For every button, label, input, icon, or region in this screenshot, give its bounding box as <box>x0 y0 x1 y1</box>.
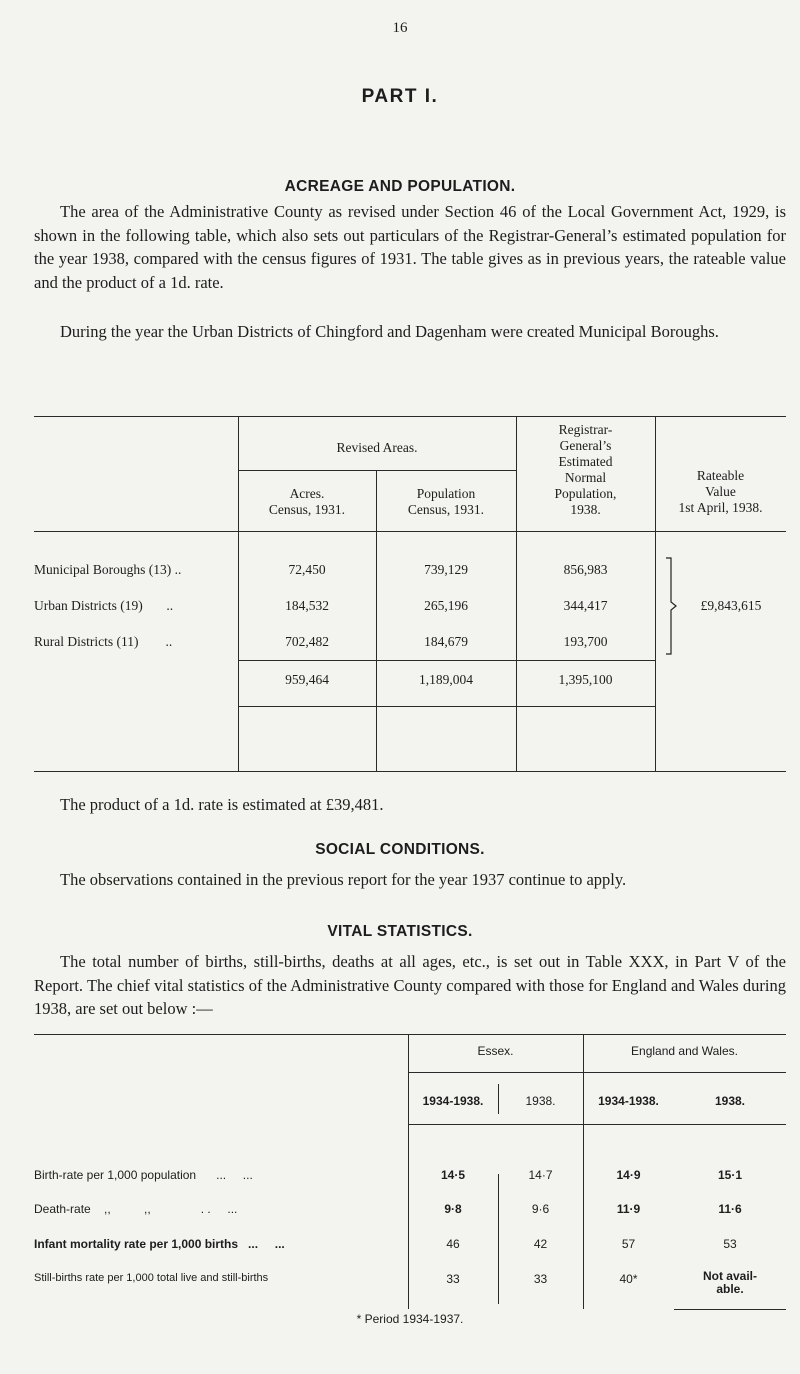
cell-rateable-value: £9,843,615 <box>700 598 762 613</box>
cell-death-essex-1938: 9·6 <box>531 1202 550 1216</box>
cell-infant-ew-1938: 53 <box>723 1237 737 1251</box>
header-ew-1938: 1938. <box>714 1094 746 1108</box>
cell-still-essex-period: 33 <box>446 1272 460 1286</box>
row-label-infant-mortality: Infant mortality rate per 1,000 births ... ... <box>34 1237 285 1251</box>
part-title: PART I. <box>361 86 439 107</box>
row-label-urban-districts: Urban Districts (19) .. <box>34 598 174 613</box>
header-revised-areas: Revised Areas. <box>336 440 418 455</box>
cell-acres-total: 959,464 <box>285 672 329 687</box>
paragraph-boroughs: During the year the Urban Districts of Chingford and Dagenham were created Municipal Boroughs. <box>60 322 719 341</box>
header-england-wales: England and Wales. <box>631 1044 738 1058</box>
header-essex: Essex. <box>477 1044 514 1058</box>
cell-estimated-municipal: 856,983 <box>563 562 608 577</box>
cell-acres-urban: 184,532 <box>285 598 329 613</box>
page-number: 16 <box>392 20 408 36</box>
row-label-death-rate: Death-rate ,, ,, . . ... <box>34 1202 238 1216</box>
cell-death-essex-period: 9·8 <box>444 1202 462 1216</box>
header-population: Population Census, 1931. <box>407 486 485 517</box>
heading-vital-statistics: VITAL STATISTICS. <box>327 923 473 940</box>
cell-death-ew-period: 11·9 <box>616 1202 641 1216</box>
header-essex-1934-1938: 1934-1938. <box>422 1094 484 1108</box>
header-essex-1938: 1938. <box>525 1094 556 1108</box>
paragraph-acreage: The area of the Administrative County as revised under Section 46 of the Local Government Act, 1929, is shown in the following table, which also sets out particulars of the Registrar-General’s estimated population for the year 1938, compared with the census figures of 1931. The table gives as in previous years, the rateable value and the product of a 1d. rate. <box>34 202 786 292</box>
header-ew-1934-1938: 1934-1938. <box>598 1094 659 1108</box>
paragraph-social: The observations contained in the previous report for the year 1937 continue to apply. <box>60 870 627 889</box>
cell-birth-ew-period: 14·9 <box>616 1168 641 1182</box>
cell-population-total: 1,189,004 <box>419 672 473 687</box>
cell-acres-rural: 702,482 <box>285 634 329 649</box>
cell-acres-municipal: 72,450 <box>288 562 326 577</box>
cell-infant-ew-period: 57 <box>621 1237 636 1251</box>
row-label-birth-rate: Birth-rate per 1,000 population ... ... <box>34 1168 253 1182</box>
header-rateable-value: Rateable Value 1st April, 1938. <box>678 468 763 515</box>
cell-birth-ew-1938: 15·1 <box>717 1168 743 1182</box>
cell-estimated-total: 1,395,100 <box>558 672 613 687</box>
row-label-rural-districts: Rural Districts (11) .. <box>34 634 173 649</box>
cell-birth-essex-period: 14·5 <box>440 1168 466 1182</box>
cell-population-urban: 265,196 <box>424 598 468 613</box>
cell-still-essex-1938: 33 <box>533 1272 548 1286</box>
cell-estimated-rural: 193,700 <box>563 634 608 649</box>
cell-infant-essex-period: 46 <box>446 1237 460 1251</box>
cell-population-municipal: 739,129 <box>424 562 468 577</box>
cell-infant-essex-1938: 42 <box>533 1237 548 1251</box>
paragraph-vital: The total number of births, still-births, deaths at all ages, etc., is set out in Table XXX, in Part V of the Report. The chief vital statistics of the Administrative County compared with those for England and Wales during 1938, are set out below :— <box>34 952 786 1018</box>
row-label-still-births: Still-births rate per 1,000 total live and still-births <box>34 1272 269 1284</box>
heading-acreage: ACREAGE AND POPULATION. <box>284 178 516 195</box>
vital-statistics-table <box>34 1034 786 1374</box>
cell-birth-essex-1938: 14·7 <box>528 1168 553 1182</box>
heading-social-conditions: SOCIAL CONDITIONS. <box>315 841 485 858</box>
header-registrar-estimate: Registrar- General’s Estimated Normal Population, 1938. <box>554 422 617 517</box>
cell-death-ew-1938: 11·6 <box>718 1202 742 1216</box>
cell-population-rural: 184,679 <box>424 634 468 649</box>
acreage-table <box>34 416 786 772</box>
cell-still-ew-period: 40* <box>619 1272 638 1286</box>
footnote: * Period 1934-1937. <box>356 1312 464 1326</box>
row-label-municipal-boroughs: Municipal Boroughs (13) .. <box>34 562 182 577</box>
header-acres: Acres. Census, 1931. <box>268 486 346 517</box>
product-note: The product of a 1d. rate is estimated at £39,481. <box>60 795 384 814</box>
cell-estimated-urban: 344,417 <box>563 598 608 613</box>
cell-still-ew-1938: Not avail- able. <box>702 1269 757 1296</box>
